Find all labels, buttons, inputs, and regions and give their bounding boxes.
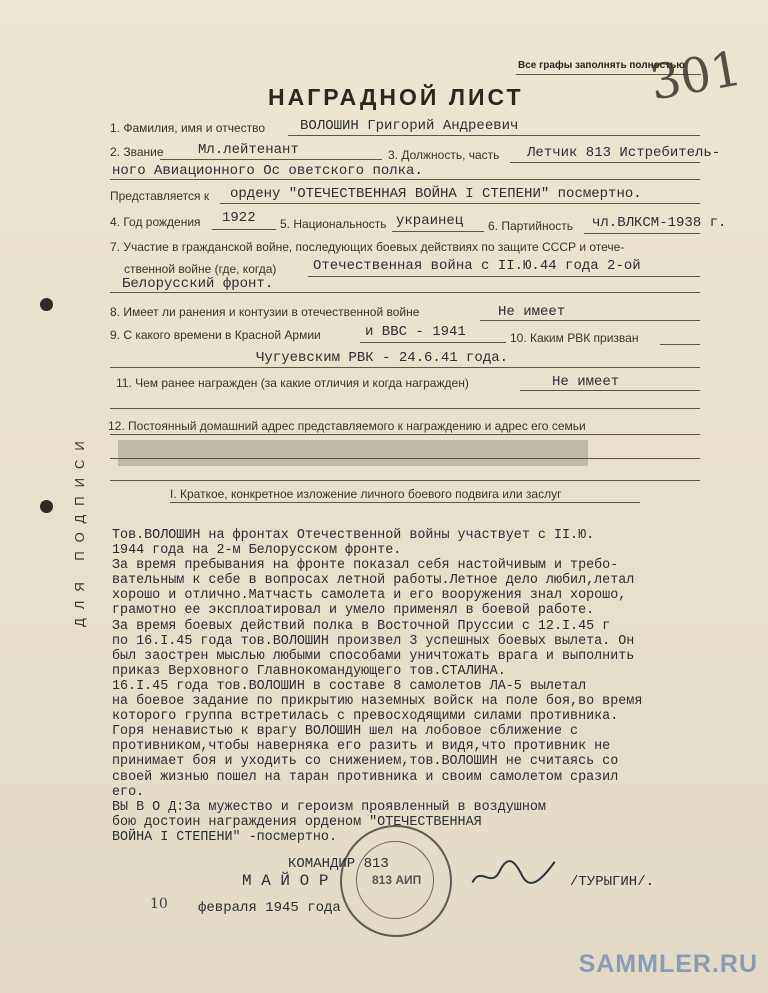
presented-label: Представляется к (110, 189, 210, 203)
commander-rank: М А Й О Р (242, 872, 329, 890)
field-3-line-b (110, 179, 700, 180)
field-9-value: и ВВС - 1941 (365, 324, 466, 340)
body-line: 1944 года на 2-м Белорусском фронте. (112, 543, 402, 559)
field-11-line-b (110, 408, 700, 409)
field-7-label-b: ственной войне (где, когда) (124, 262, 277, 276)
body-line: которого группа встретилась с превосходящими силами противника. (112, 709, 619, 725)
punch-hole-top (40, 298, 53, 311)
field-3-line-a (510, 162, 700, 163)
field-6-value: чл.ВЛКСМ-1938 г. (592, 215, 727, 231)
field-7-line-a (308, 276, 700, 277)
body-line: 16.I.45 года тов.ВОЛОШИН в составе 8 самолетов ЛА-5 вылетал (112, 678, 587, 694)
body-line: ВЫ В О Д:За мужество и героизм проявленный в воздушном (112, 799, 546, 815)
field-5-value: украинец (396, 213, 464, 229)
field-1-line (288, 135, 700, 136)
presented-value: ордену "ОТЕЧЕСТВЕННАЯ ВОЙНА I СТЕПЕНИ" посмертно. (230, 186, 642, 202)
field-7-value-a: Отечественная война с II.Ю.44 года 2-ой (313, 258, 641, 274)
field-6-line (584, 233, 700, 234)
body-line: За время пребывания на фронте показал себя настойчивым и требо- (112, 558, 619, 574)
body-line: хорошо и отлично.Матчасть самолета и его вооружения знал хорошо, (112, 588, 627, 604)
field-1-value: ВОЛОШИН Григорий Андреевич (300, 118, 519, 134)
field-5-label: 5. Национальность (280, 217, 387, 231)
body-line: бою достоин награждения орденом "ОТЕЧЕСТВЕННАЯ (112, 814, 482, 830)
field-8-line (480, 320, 700, 321)
sammler-watermark: SAMMLER.RU (578, 950, 758, 978)
field-11-label: 11. Чем ранее награжден (за какие отличия и когда награжден) (116, 376, 469, 390)
award-description (112, 528, 752, 845)
field-1-label: 1. Фамилия, имя и отчество (110, 121, 266, 135)
section-heading-line (170, 502, 640, 503)
date-rest: февраля 1945 года (198, 900, 341, 916)
field-10-value: Чугуевским РВК - 24.6.41 года. (256, 350, 509, 366)
presented-line (220, 203, 700, 204)
commander-name: /ТУРЫГИН/. (570, 874, 655, 890)
field-10-line-b (110, 367, 700, 368)
field-4-value: 1922 (222, 210, 256, 226)
body-line: был заострен мыслью любыми способами уничтожать врага и выполнить (112, 648, 635, 664)
fill-all-fields-note: Все графы заполнять полностью (518, 60, 685, 71)
for-signatures-sidebar: ДЛЯ ПОДПИСИ (72, 432, 87, 628)
body-line: по 16.I.45 года тов.ВОЛОШИН произвел 3 успешных боевых вылета. Он (112, 633, 635, 649)
body-line: принимает боя и уходить со снижением,тов.ВОЛОШИН не считаясь со (112, 754, 619, 770)
field-10-label: 10. Каким РВК призван (510, 331, 639, 345)
field-4-label: 4. Год рождения (110, 215, 201, 229)
body-line: Горя ненавистью к врагу ВОЛОШИН шел на лобовое сближение с (112, 724, 579, 740)
body-line: своей жизнью пошел на таран противника и своим самолетом сразил (112, 769, 619, 785)
field-7-label-a: 7. Участие в гражданской войне, последующих боевых действиях по защите СССР и отече- (110, 240, 625, 254)
body-line: Тов.ВОЛОШИН на фронтах Отечественной войны участвует с II.Ю. (112, 528, 595, 543)
page-title: НАГРАДНОЙ ЛИСТ (268, 84, 524, 110)
handwritten-number: 301 (645, 40, 746, 112)
field-11-line-a (520, 390, 700, 391)
field-12-line-a (110, 434, 700, 435)
body-line: на боевое задание по прикрытию наземных войск на поле боя,во время (112, 694, 643, 710)
field-11-value: Не имеет (552, 374, 620, 390)
body-line: За время боевых действий полка в Восточной Пруссии с 12.I.45 г (112, 618, 611, 634)
stamp-text: 813 АИП (372, 873, 422, 887)
field-6-label: 6. Партийность (488, 219, 574, 233)
field-12-line-b (110, 458, 700, 459)
field-7-line-b (110, 292, 700, 293)
body-line: приказ Верховного Главнокомандующего тов.СТАЛИНА. (112, 663, 506, 679)
field-5-line (392, 231, 484, 232)
field-12-label: 12. Постоянный домашний адрес представляемого к награждению и адрес его семьи (108, 419, 586, 433)
field-2-value: Мл.лейтенант (198, 142, 299, 158)
body-line: вательным к себе в вопросах летной работы.Летное дело любил,летал (112, 573, 635, 589)
field-2-label: 2. Звание (110, 145, 164, 159)
field-3-value-b: ного Авиационного Ос оветского полка. (112, 163, 423, 179)
field-8-value: Не имеет (498, 304, 566, 320)
field-3-value-a: Летчик 813 Истребитель- (527, 145, 721, 161)
body-line: грамотно ее эксплоатировал и умело применял в боевой работе. (112, 603, 595, 619)
redacted-address-block (118, 440, 588, 466)
field-12-line-c (110, 480, 700, 481)
field-7-value-b: Белорусский фронт. (122, 276, 274, 292)
official-stamp (340, 825, 452, 937)
field-3-label: 3. Должность, часть (388, 148, 500, 162)
field-9-label: 9. С какого времени в Красной Армии (110, 328, 321, 342)
body-line: ВОЙНА I СТЕПЕНИ" -посмертно. (112, 829, 337, 845)
punch-hole-bottom (40, 500, 53, 513)
field-4-line (212, 229, 276, 230)
body-line: его. (112, 784, 145, 800)
section-heading: I. Краткое, конкретное изложение личного боевого подвига или заслуг (170, 487, 562, 501)
body-line: противником,чтобы наверняка его разить и видя,что противник не (112, 739, 611, 755)
commander-title: КОМАНДИР 813 (288, 856, 389, 872)
field-9-line (360, 342, 506, 343)
field-8-label: 8. Имеет ли ранения и контузии в отечественной войне (110, 305, 420, 319)
field-10-line-a (660, 344, 700, 345)
field-2-line (160, 159, 382, 160)
date-day: 10 (150, 896, 168, 912)
